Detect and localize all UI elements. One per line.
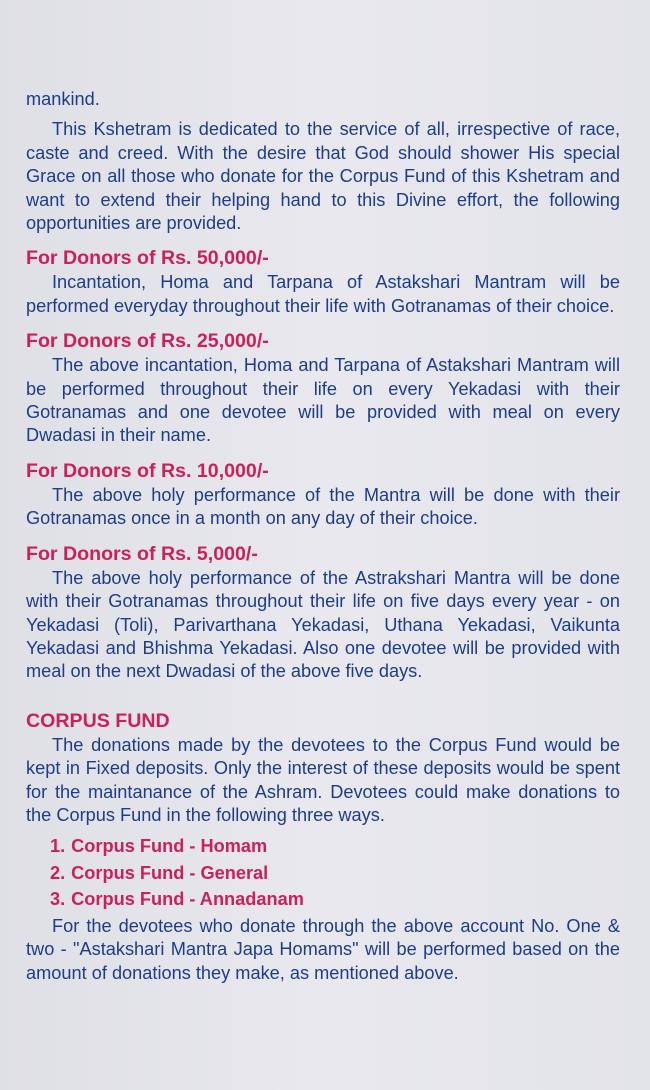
corpus-fund-ways-list — [26, 833, 620, 913]
donor-heading-50000: For Donors of Rs. 50,000/- — [26, 247, 269, 270]
donor-body-25000: The above incantation, Homa and Tarpana of Astakshari Mantram will be performed throughout their life on every Yekadasi with their Gotranamas and one devotee will be provided with meal on every Dwadasi in their name. — [26, 355, 620, 446]
donor-section-25000 — [26, 328, 620, 448]
donor-section-10000 — [26, 458, 620, 531]
list-item — [50, 833, 620, 860]
corpus-fund-heading: CORPUS FUND — [26, 709, 170, 732]
list-item-number: 1. — [50, 836, 66, 857]
donor-heading-5000: For Donors of Rs. 5,000/- — [26, 542, 258, 565]
donor-body-5000: The above holy performance of the Astrakshari Mantra will be done with their Gotranamas throughout their life on five days every year - on Yekadasi (Toli), Parivarthana Yekadasi, Uthana Yekadasi, Vaikunta Yekadasi and Bhishma Yekadasi. Also one devotee will be provided with meal on the next Dwadasi of the above five days. — [26, 567, 620, 682]
donor-section-5000 — [26, 541, 620, 684]
list-item-number: 2. — [50, 862, 66, 883]
donor-heading-10000: For Donors of Rs. 10,000/- — [26, 459, 269, 482]
corpus-fund-section — [26, 708, 620, 985]
intro-dedication-paragraph: This Kshetram is dedicated to the service of all, irrespective of race, caste and creed. With the desire that God should shower His special Grace on all those who donate for the Corpus Fund of this Kshetram and want to extend their helping hand to this Divine effort, the following opportunities are provided. — [26, 119, 620, 234]
list-item — [50, 886, 620, 913]
corpus-fund-body: The donations made by the devotees to the Corpus Fund would be kept in Fixed deposits. Only the interest of these deposits would be spent for the maintanance of the Ashram. Devotees could make donations to the Corpus Fund in the following three ways. — [26, 734, 620, 825]
list-item — [50, 860, 620, 887]
list-item-label: Corpus Fund - Annadanam — [71, 889, 304, 910]
list-item-number: 3. — [50, 889, 66, 910]
list-item-label: Corpus Fund - General — [71, 862, 269, 883]
donor-body-10000: The above holy performance of the Mantra will be done with their Gotranamas once in a month on any day of their choice. — [26, 484, 620, 529]
donor-body-50000: Incantation, Homa and Tarpana of Astakshari Mantram will be performed everyday throughout their life with Gotranamas of their choice. — [26, 272, 620, 316]
list-item-label: Corpus Fund - Homam — [71, 836, 268, 857]
donor-section-50000 — [26, 245, 620, 318]
intro-continuation: mankind. — [26, 89, 100, 109]
donor-heading-25000: For Donors of Rs. 25,000/- — [26, 330, 269, 353]
corpus-fund-closing: For the devotees who donate through the above account No. One & two - "Astakshari Mantra Japa Homams" will be performed based on the amount of donations they make, as mentioned above. — [26, 915, 620, 983]
